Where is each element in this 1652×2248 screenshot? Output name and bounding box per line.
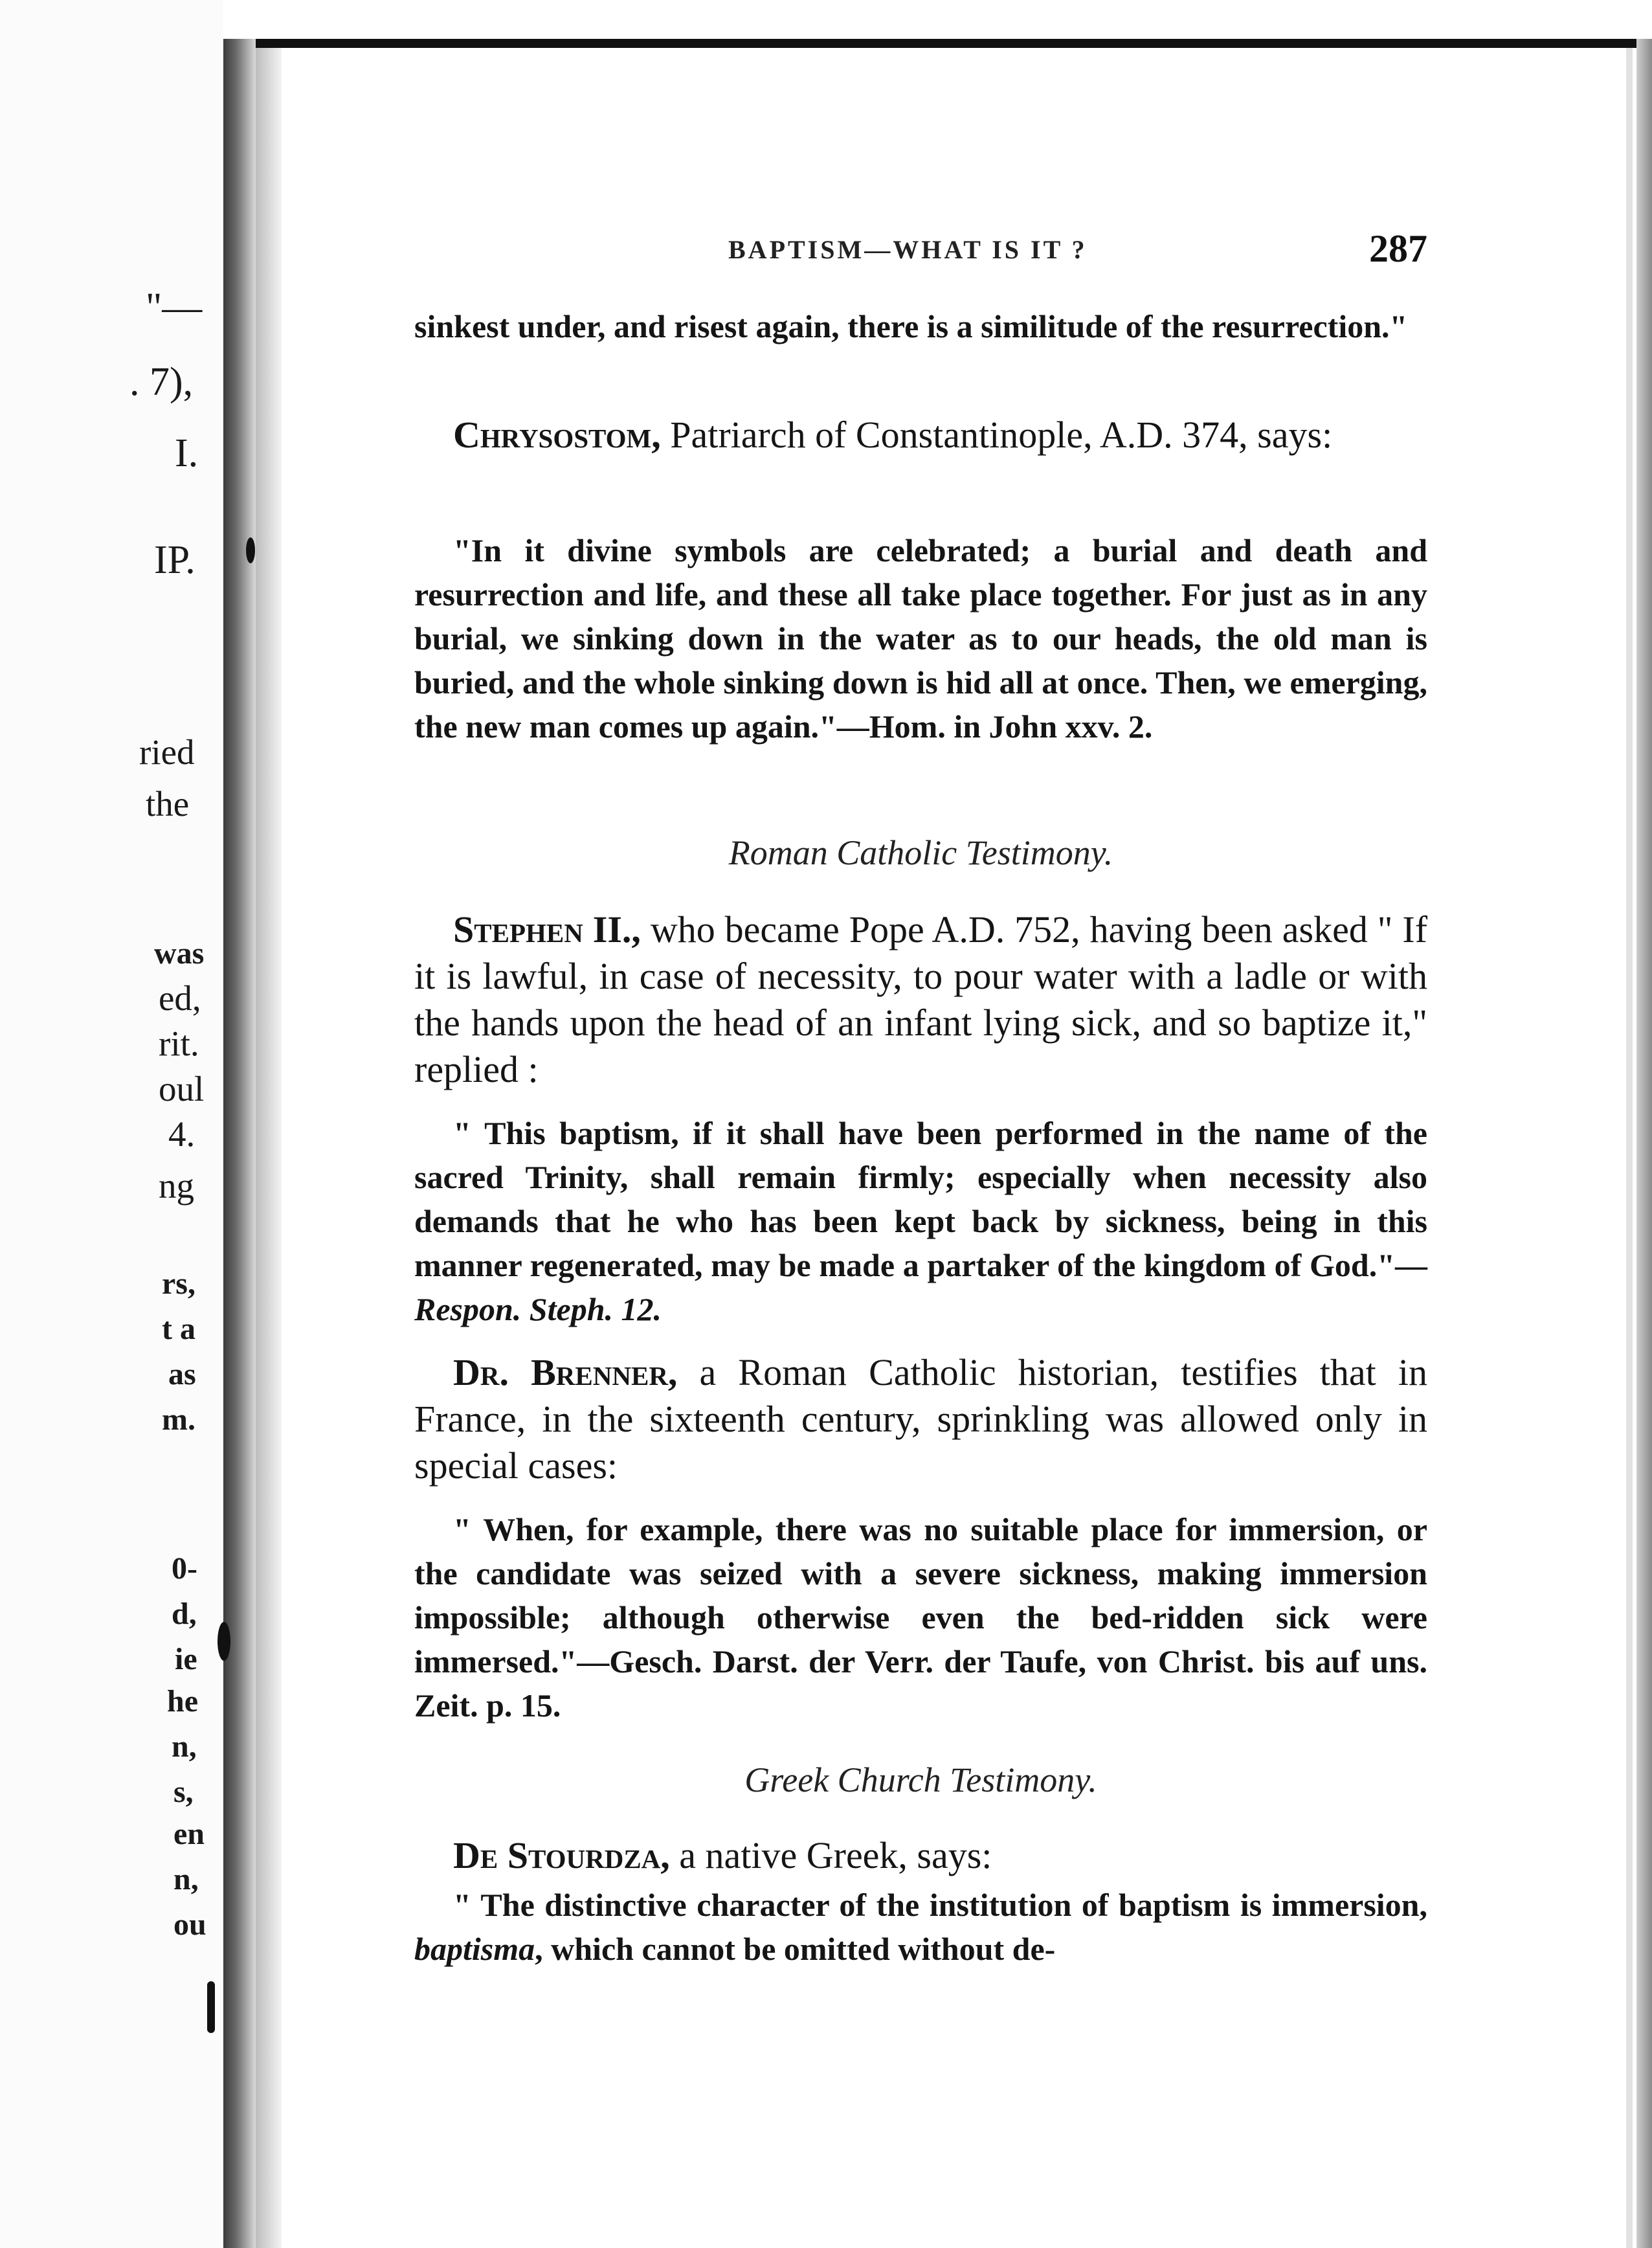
author-name: De Stourdza, <box>453 1834 670 1876</box>
left-fragment: I. <box>175 431 199 475</box>
left-fragment: the <box>146 784 190 824</box>
left-fragment: ie <box>175 1642 197 1676</box>
book-binding-gutter <box>223 39 256 2248</box>
gutter-shadow <box>256 39 282 2248</box>
author-name: Dr. Brenner, <box>453 1351 678 1393</box>
running-head <box>414 227 1427 276</box>
citation: Respon. Steph. 12. <box>414 1291 662 1327</box>
left-fragment: "— <box>146 286 203 330</box>
left-fragment: d, <box>172 1597 197 1631</box>
page-number: 287 <box>1369 227 1427 270</box>
foreign-term: baptisma <box>414 1931 535 1967</box>
paragraph <box>414 906 1427 1093</box>
left-fragment: m. <box>162 1402 195 1437</box>
binding-hole-mark <box>207 1981 215 2033</box>
left-fragment: ng <box>159 1166 194 1206</box>
quote-text: " This baptism, if it shall have been performed in the name of the sacred Trinity, shall remain firmly; especially when necessity also demands that he who has been kept back by sickness, being in this manner regenerated, may be made a partaker of the kingdom of God."— <box>414 1115 1427 1283</box>
binding-hole-mark <box>246 537 255 563</box>
left-fragment: rs, <box>162 1266 195 1301</box>
left-fragment: he <box>167 1684 198 1718</box>
left-fragment: was <box>154 936 205 971</box>
left-fragment: 4. <box>168 1114 195 1154</box>
left-fragment: en <box>173 1817 205 1851</box>
left-fragment: 0- <box>172 1551 197 1586</box>
left-fragment: s, <box>173 1775 194 1809</box>
paragraph: sinkest under, and risest again, there is a similitude of the resurrection." <box>414 308 1408 344</box>
paragraph-text: who became Pope A.D. 752, having been asked " If it is lawful, in case of necessity, to pour water with a ladle or with the hands upon the head of an infant lying sick, and so baptize it," replied : <box>414 908 1428 1090</box>
paragraph-text: a Roman Catholic historian, testifies that in France, in the sixteenth century, sprinkling was allowed only in special cases: <box>414 1351 1428 1487</box>
left-fragment: n, <box>173 1862 199 1896</box>
left-fragment: IP. <box>154 538 195 582</box>
paragraph <box>414 412 1427 505</box>
left-fragment: ried <box>139 732 195 772</box>
author-name: Chrysostom, <box>453 414 661 456</box>
left-fragment: rit. <box>159 1024 199 1063</box>
block-quote: "In it divine symbols are celebrated; a burial and death and resurrection and life, and these all take place together. For just as in any burial, we sinking down in the water as to our heads, the old man is buried, and the whole sinking down is hid all at once. Then, we emerging, the new man comes up again."—Hom. in John xxv. 2. <box>414 532 1427 745</box>
block-quote <box>414 1883 1427 1971</box>
author-name: Stephen II., <box>453 908 641 950</box>
page-top-edge <box>256 39 1652 48</box>
paragraph-text: Patriarch of Constantinople, A.D. 374, says: <box>660 414 1333 456</box>
paragraph <box>414 1349 1427 1489</box>
left-fragment: n, <box>172 1729 197 1764</box>
left-fragment: t a <box>162 1312 195 1346</box>
binding-hole-mark <box>218 1622 230 1661</box>
quote-text: " The distinctive character of the institution of baptism is immersion, <box>453 1887 1427 1923</box>
paragraph-text: a native Greek, says: <box>669 1834 992 1876</box>
section-heading: Roman Catholic Testimony. <box>728 833 1113 872</box>
left-fragment: ed, <box>159 978 201 1018</box>
left-fragment: as <box>168 1357 196 1391</box>
block-quote: " When, for example, there was no suitable place for immersion, or the candidate was seized with a severe sickness, making immersion impossible; although otherwise even the bed-ridden sick were immersed."—Gesch. Darst. der Verr. der Taufe, von Christ. bis auf uns. Zeit. p. 15. <box>414 1511 1427 1724</box>
left-fragment: ou <box>173 1907 206 1942</box>
block-quote <box>414 1111 1427 1331</box>
quote-text: , which cannot be omitted without de- <box>535 1931 1056 1967</box>
left-fragment: oul <box>159 1069 205 1108</box>
left-fragment: . 7), <box>129 360 194 404</box>
page-edge-highlight <box>1626 48 1633 2248</box>
left-facing-page <box>0 0 223 2248</box>
page-right-edge <box>1636 39 1652 2248</box>
page-body <box>414 304 1427 1971</box>
paragraph <box>414 1832 1427 1879</box>
running-head-title: BAPTISM—WHAT IS IT ? <box>728 235 1088 264</box>
section-heading: Greek Church Testimony. <box>744 1760 1097 1799</box>
